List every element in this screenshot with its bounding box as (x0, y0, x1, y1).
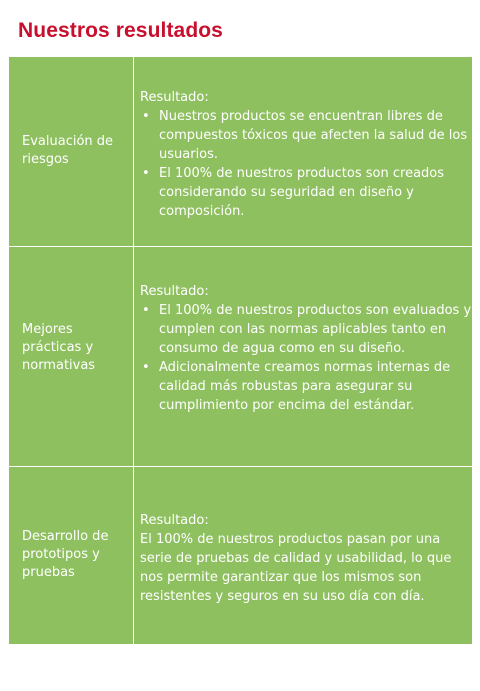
page-title: Nuestros resultados (18, 19, 223, 42)
bullet-icon: • (142, 166, 150, 181)
result-text: El 100% de nuestros productos pasan por una serie de pruebas de calidad y usabilidad, lo que nos permite garantizar que los mismos son resistentes y seguros en su uso día con día. (140, 532, 452, 604)
row-label-risk-evaluation: Evaluación de riesgos (22, 134, 114, 167)
table-row-prototype-development (9, 466, 472, 644)
bullet-text: El 100% de nuestros productos son creados considerando su seguridad en diseño y composición. (159, 166, 445, 219)
bullet-icon: • (142, 109, 150, 124)
result-label: Resultado: (140, 513, 209, 528)
bullet-list (140, 301, 472, 415)
bullet-text: El 100% de nuestros productos son evaluados y cumplen con las normas aplicables tanto en consumo de agua como en su diseño. (159, 303, 472, 356)
row-content-risk-evaluation (140, 88, 472, 221)
bullet-item (140, 107, 472, 164)
row-content-prototype-development (140, 511, 472, 606)
bullet-icon: • (142, 303, 150, 318)
row-label-prototype-development: Desarrollo de prototipos y pruebas (22, 529, 109, 580)
bullet-list (140, 107, 472, 221)
bullet-item (140, 301, 472, 358)
bullet-item (140, 358, 472, 415)
table-row-best-practices (9, 246, 472, 466)
bullet-icon: • (142, 360, 150, 375)
row-label-best-practices: Mejores prácticas y normativas (22, 322, 96, 373)
bullet-text: Adicionalmente creamos normas internas de calidad más robustas para asegurar su cumplimiento por encima del estándar. (159, 360, 451, 413)
result-label: Resultado: (140, 284, 209, 299)
result-label: Resultado: (140, 90, 209, 105)
results-table (9, 57, 472, 644)
table-row-risk-evaluation (9, 57, 472, 246)
bullet-item (140, 164, 472, 221)
row-content-best-practices (140, 282, 472, 415)
bullet-text: Nuestros productos se encuentran libres de compuestos tóxicos que afecten la salud de los usuarios. (159, 109, 468, 162)
